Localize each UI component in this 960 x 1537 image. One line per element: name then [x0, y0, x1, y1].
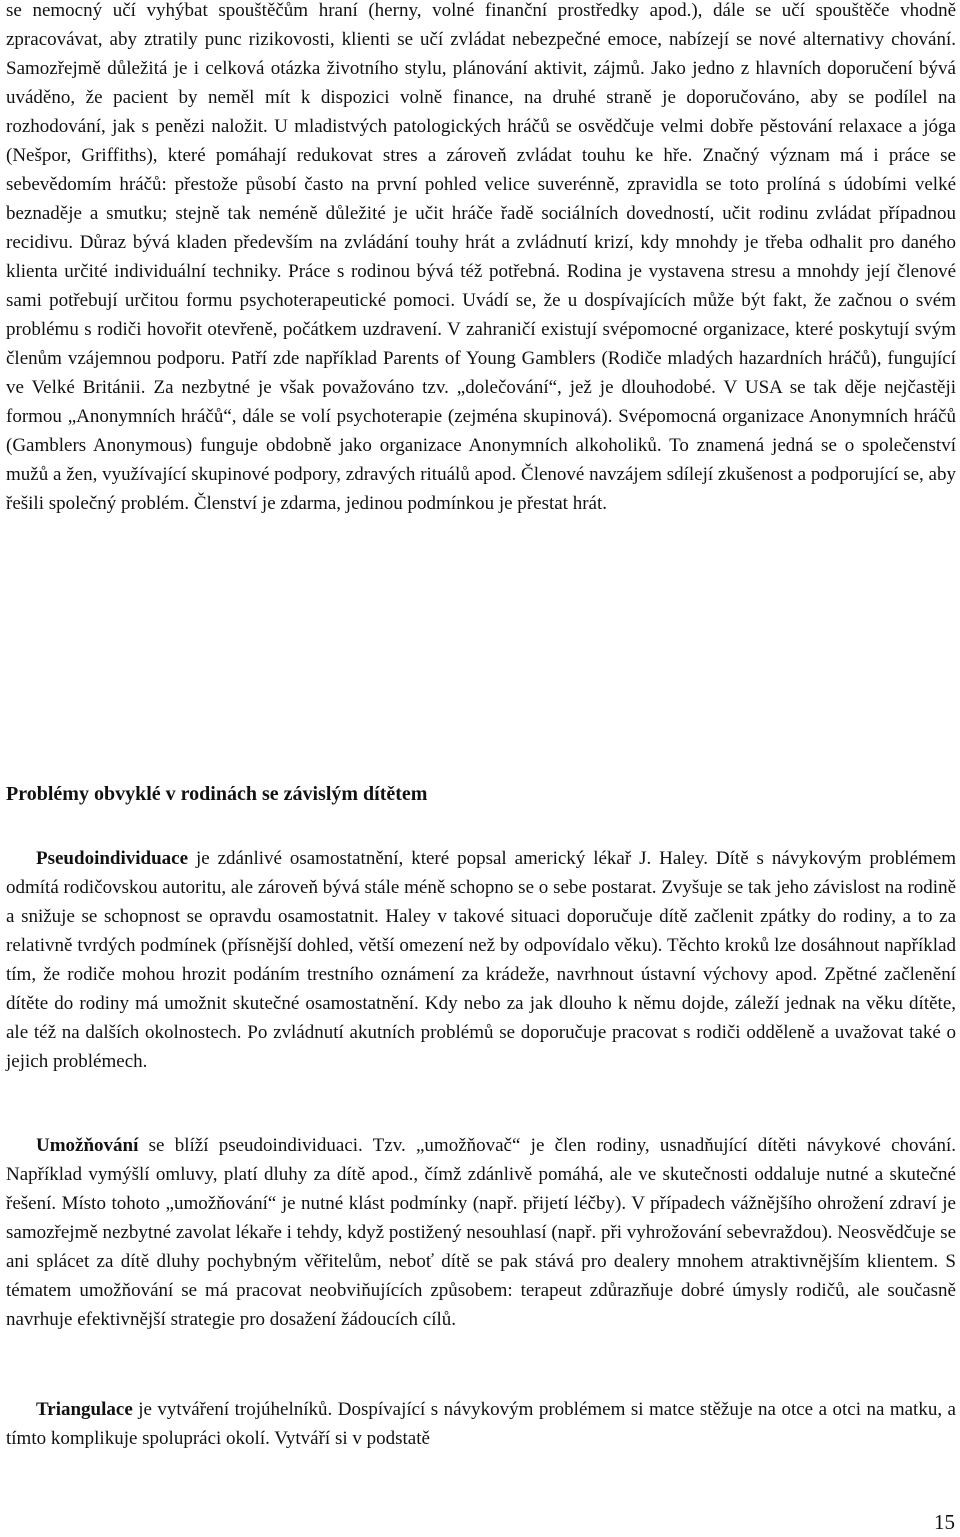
section-heading: Problémy obvyklé v rodinách se závislým dítětem — [6, 783, 428, 805]
paragraph-triangulation — [6, 1395, 956, 1453]
term-triangulace: Triangulace — [36, 1399, 133, 1420]
term-pseudoindividuace: Pseudoindividuace — [36, 848, 189, 869]
page-number: 15 — [934, 1510, 955, 1534]
paragraph-pseudoindividuation — [6, 844, 956, 1076]
paragraph-enabling — [6, 1131, 956, 1334]
paragraph-enabling-text: se blíží pseudoindividuaci. Tzv. „umožňovač“ je člen rodiny, usnadňující dítěti návykové chování. Například vymýšlí omluvy, platí dluhy za dítě apod., čímž zdánlivě pomáhá, ale ve skutečnosti oddaluje nutné a skutečné řešení. Místo tohoto „umožňování“ je nutné klást podmínky (např. přijetí léčby). V případech vážnějšího ohrožení zdraví je samozřejmě nezbytné zavolat lékaře i tehdy, když postižený nesouhlasí (např. při vyhrožování sebevraždou). Neosvědčuje se ani splácet za dítě dluhy pochybným věřitelům, neboť dítě se pak stává pro dealery mnohem atraktivnějším klientem. S tématem umožňování se má pracovat neobviňujících způsobem: terapeut zdůrazňuje dobré úmysly rodičů, ale současně navrhuje efektivnější strategie pro dosažení žádoucích cílů. — [6, 1135, 956, 1330]
paragraph-triangulation-text: je vytváření trojúhelníků. Dospívající s návykovým problémem si matce stěžuje na otce a otci na matku, a tímto komplikuje spolupráci okolí. Vytváří si v podstatě — [6, 1399, 956, 1449]
term-umoznovani: Umožňování — [36, 1135, 139, 1156]
document-page — [6, 0, 956, 1537]
paragraph-pseudoindividuation-text: je zdánlivé osamostatnění, které popsal americký lékař J. Haley. Dítě s návykovým problémem odmítá rodičovskou autoritu, ale zároveň bývá stále méně schopno se o sebe postarat. Zvyšuje se tak jeho závislost na rodině a snižuje se schopnost se opravdu osamostatnit. Haley v takové situaci doporučuje dítě začlenit zpátky do rodiny, a to za relativně tvrdých podmínek (přísnější dohled, větší omezení než by odpovídalo věku). Těchto kroků lze dosáhnout například tím, že rodiče mohou hrozit podáním trestního oznámení za krádeže, navrhnout ústavní výchovy apod. Zpětné začlenění dítěte do rodiny má umožnit skutečné osamostatnění. Kdy nebo za jak dlouho k němu dojde, záleží jednak na věku dítěte, ale též na dalších okolnostech. Po zvládnutí akutních problémů se doporučuje pracovat s rodiči odděleně a uvažovat také o jejich problémech. — [6, 848, 956, 1072]
paragraph-self-help-therapy: se nemocný učí vyhýbat spouštěčům hraní (herny, volné finanční prostředky apod.), dále se učí spouštěče vhodně zpracovávat, aby ztratily punc rizikovosti, klienti se učí zvládat nebezpečné emoce, nabízejí se nové alternativy chování. Samozřejmě důležitá je i celková otázka životního stylu, plánování aktivit, zájmů. Jako jedno z hlavních doporučení bývá uváděno, že pacient by neměl mít k dispozici volně finance, na druhé straně je doporučováno, aby se podílel na rozhodování, jak s penězi naložit. U mladistvých patologických hráčů se osvědčuje velmi dobře pěstování relaxace a jóga (Nešpor, Griffiths), které pomáhají redukovat stres a zároveň zvládat touhu ke hře. Značný význam má i práce se sebevědomím hráčů: přestože působí často na první pohled velice suverénně, zpravidla se toto prolíná s údobími velké beznaděje a smutku; stejně tak neméně důležité je učit hráče řadě sociálních dovedností, učit rodinu zvládat případnou recidivu. Důraz bývá kladen především na zvládání touhy hrát a zvládnutí krizí, kdy mnohdy je třeba odhalit pro daného klienta určité individuální techniky. Práce s rodinou bývá též potřebná. Rodina je vystavena stresu a mnohdy její členové sami potřebují určitou formu psychoterapeutické pomoci. Uvádí se, že u dospívajících může být fakt, že začnou o svém problému s rodiči hovořit otevřeně, počátkem uzdravení. V zahraničí existují svépomocné organizace, které poskytují svým členům vzájemnou podporu. Patří zde například Parents of Young Gamblers (Rodiče mladých hazardních hráčů), fungující ve Velké Británii. Za nezbytné je však považováno tzv. „dolečování“, jež je dlouhodobé. V USA se tak děje nejčastěji formou „Anonymních hráčů“, dále se volí psychoterapie (zejména skupinová). Svépomocná organizace Anonymních hráčů (Gamblers Anonymous) funguje obdobně jako organizace Anonymních alkoholiků. To znamená jedná se o společenství mužů a žen, využívající skupinové podpory, zdravých rituálů apod. Členové navzájem sdílejí zkušenost a podporující se, aby řešili společný problém. Členství je zdarma, jedinou podmínkou je přestat hrát. — [6, 0, 956, 514]
